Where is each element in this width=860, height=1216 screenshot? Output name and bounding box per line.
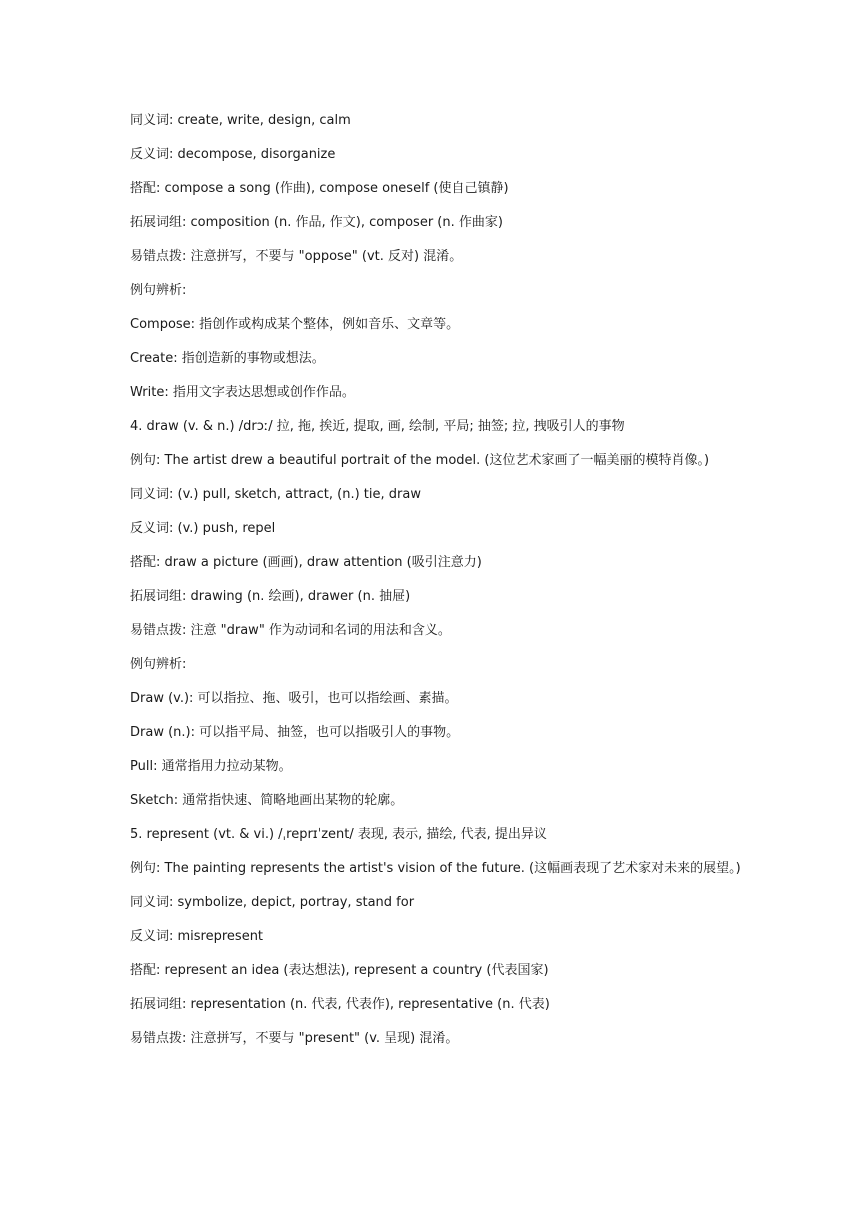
antonyms-line: 反义词: misrepresent	[130, 929, 264, 944]
extended-phrases-line: 拓展词组: composition (n. 作品, 作文), composer (n. 作曲家)	[130, 215, 503, 230]
document-body	[130, 104, 742, 1056]
example-analysis-heading: 例句辨析:	[130, 657, 187, 672]
antonyms-line: 反义词: decompose, disorganize	[130, 147, 336, 162]
example-sentence-line: 例句: The artist drew a beautiful portrait of the model. (这位艺术家画了一幅美丽的模特肖像。)	[130, 453, 710, 468]
extended-phrases-line: 拓展词组: drawing (n. 绘画), drawer (n. 抽屉)	[130, 589, 411, 604]
synonyms-line: 同义词: (v.) pull, sketch, attract, (n.) tie, draw	[130, 487, 421, 502]
analysis-line: Draw (v.): 可以指拉、拖、吸引，也可以指绘画、素描。	[130, 691, 458, 706]
synonyms-line: 同义词: symbolize, depict, portray, stand for	[130, 895, 415, 910]
word-entry-heading: 4. draw (v. & n.) /drɔː/ 拉, 拖, 挨近, 提取, 画, 绘制, 平局; 抽签; 拉, 拽吸引人的事物	[130, 419, 625, 434]
collocation-line: 搭配: represent an idea (表达想法), represent a country (代表国家)	[130, 963, 549, 978]
extended-phrases-line: 拓展词组: representation (n. 代表, 代表作), representative (n. 代表)	[130, 997, 550, 1012]
example-analysis-heading: 例句辨析:	[130, 283, 187, 298]
synonyms-line: 同义词: create, write, design, calm	[130, 113, 351, 128]
analysis-line: Pull: 通常指用力拉动某物。	[130, 759, 292, 774]
analysis-line: Write: 指用文字表达思想或创作作品。	[130, 385, 355, 400]
common-error-line: 易错点拨: 注意 "draw" 作为动词和名词的用法和含义。	[130, 623, 451, 638]
common-error-line: 易错点拨: 注意拼写，不要与 "oppose" (vt. 反对) 混淆。	[130, 249, 463, 264]
collocation-line: 搭配: compose a song (作曲), compose oneself (使自己镇静)	[130, 181, 509, 196]
analysis-line: Compose: 指创作或构成某个整体，例如音乐、文章等。	[130, 317, 460, 332]
analysis-line: Create: 指创造新的事物或想法。	[130, 351, 325, 366]
common-error-line: 易错点拨: 注意拼写，不要与 "present" (v. 呈现) 混淆。	[130, 1031, 459, 1046]
antonyms-line: 反义词: (v.) push, repel	[130, 521, 276, 536]
analysis-line: Sketch: 通常指快速、简略地画出某物的轮廓。	[130, 793, 404, 808]
analysis-line: Draw (n.): 可以指平局、抽签，也可以指吸引人的事物。	[130, 725, 460, 740]
example-sentence-line: 例句: The painting represents the artist's vision of the future. (这幅画表现了艺术家对未来的展望。)	[130, 861, 741, 876]
word-entry-heading: 5. represent (vt. & vi.) /ˌreprɪˈzent/ 表现, 表示, 描绘, 代表, 提出异议	[130, 827, 547, 842]
collocation-line: 搭配: draw a picture (画画), draw attention (吸引注意力)	[130, 555, 482, 570]
